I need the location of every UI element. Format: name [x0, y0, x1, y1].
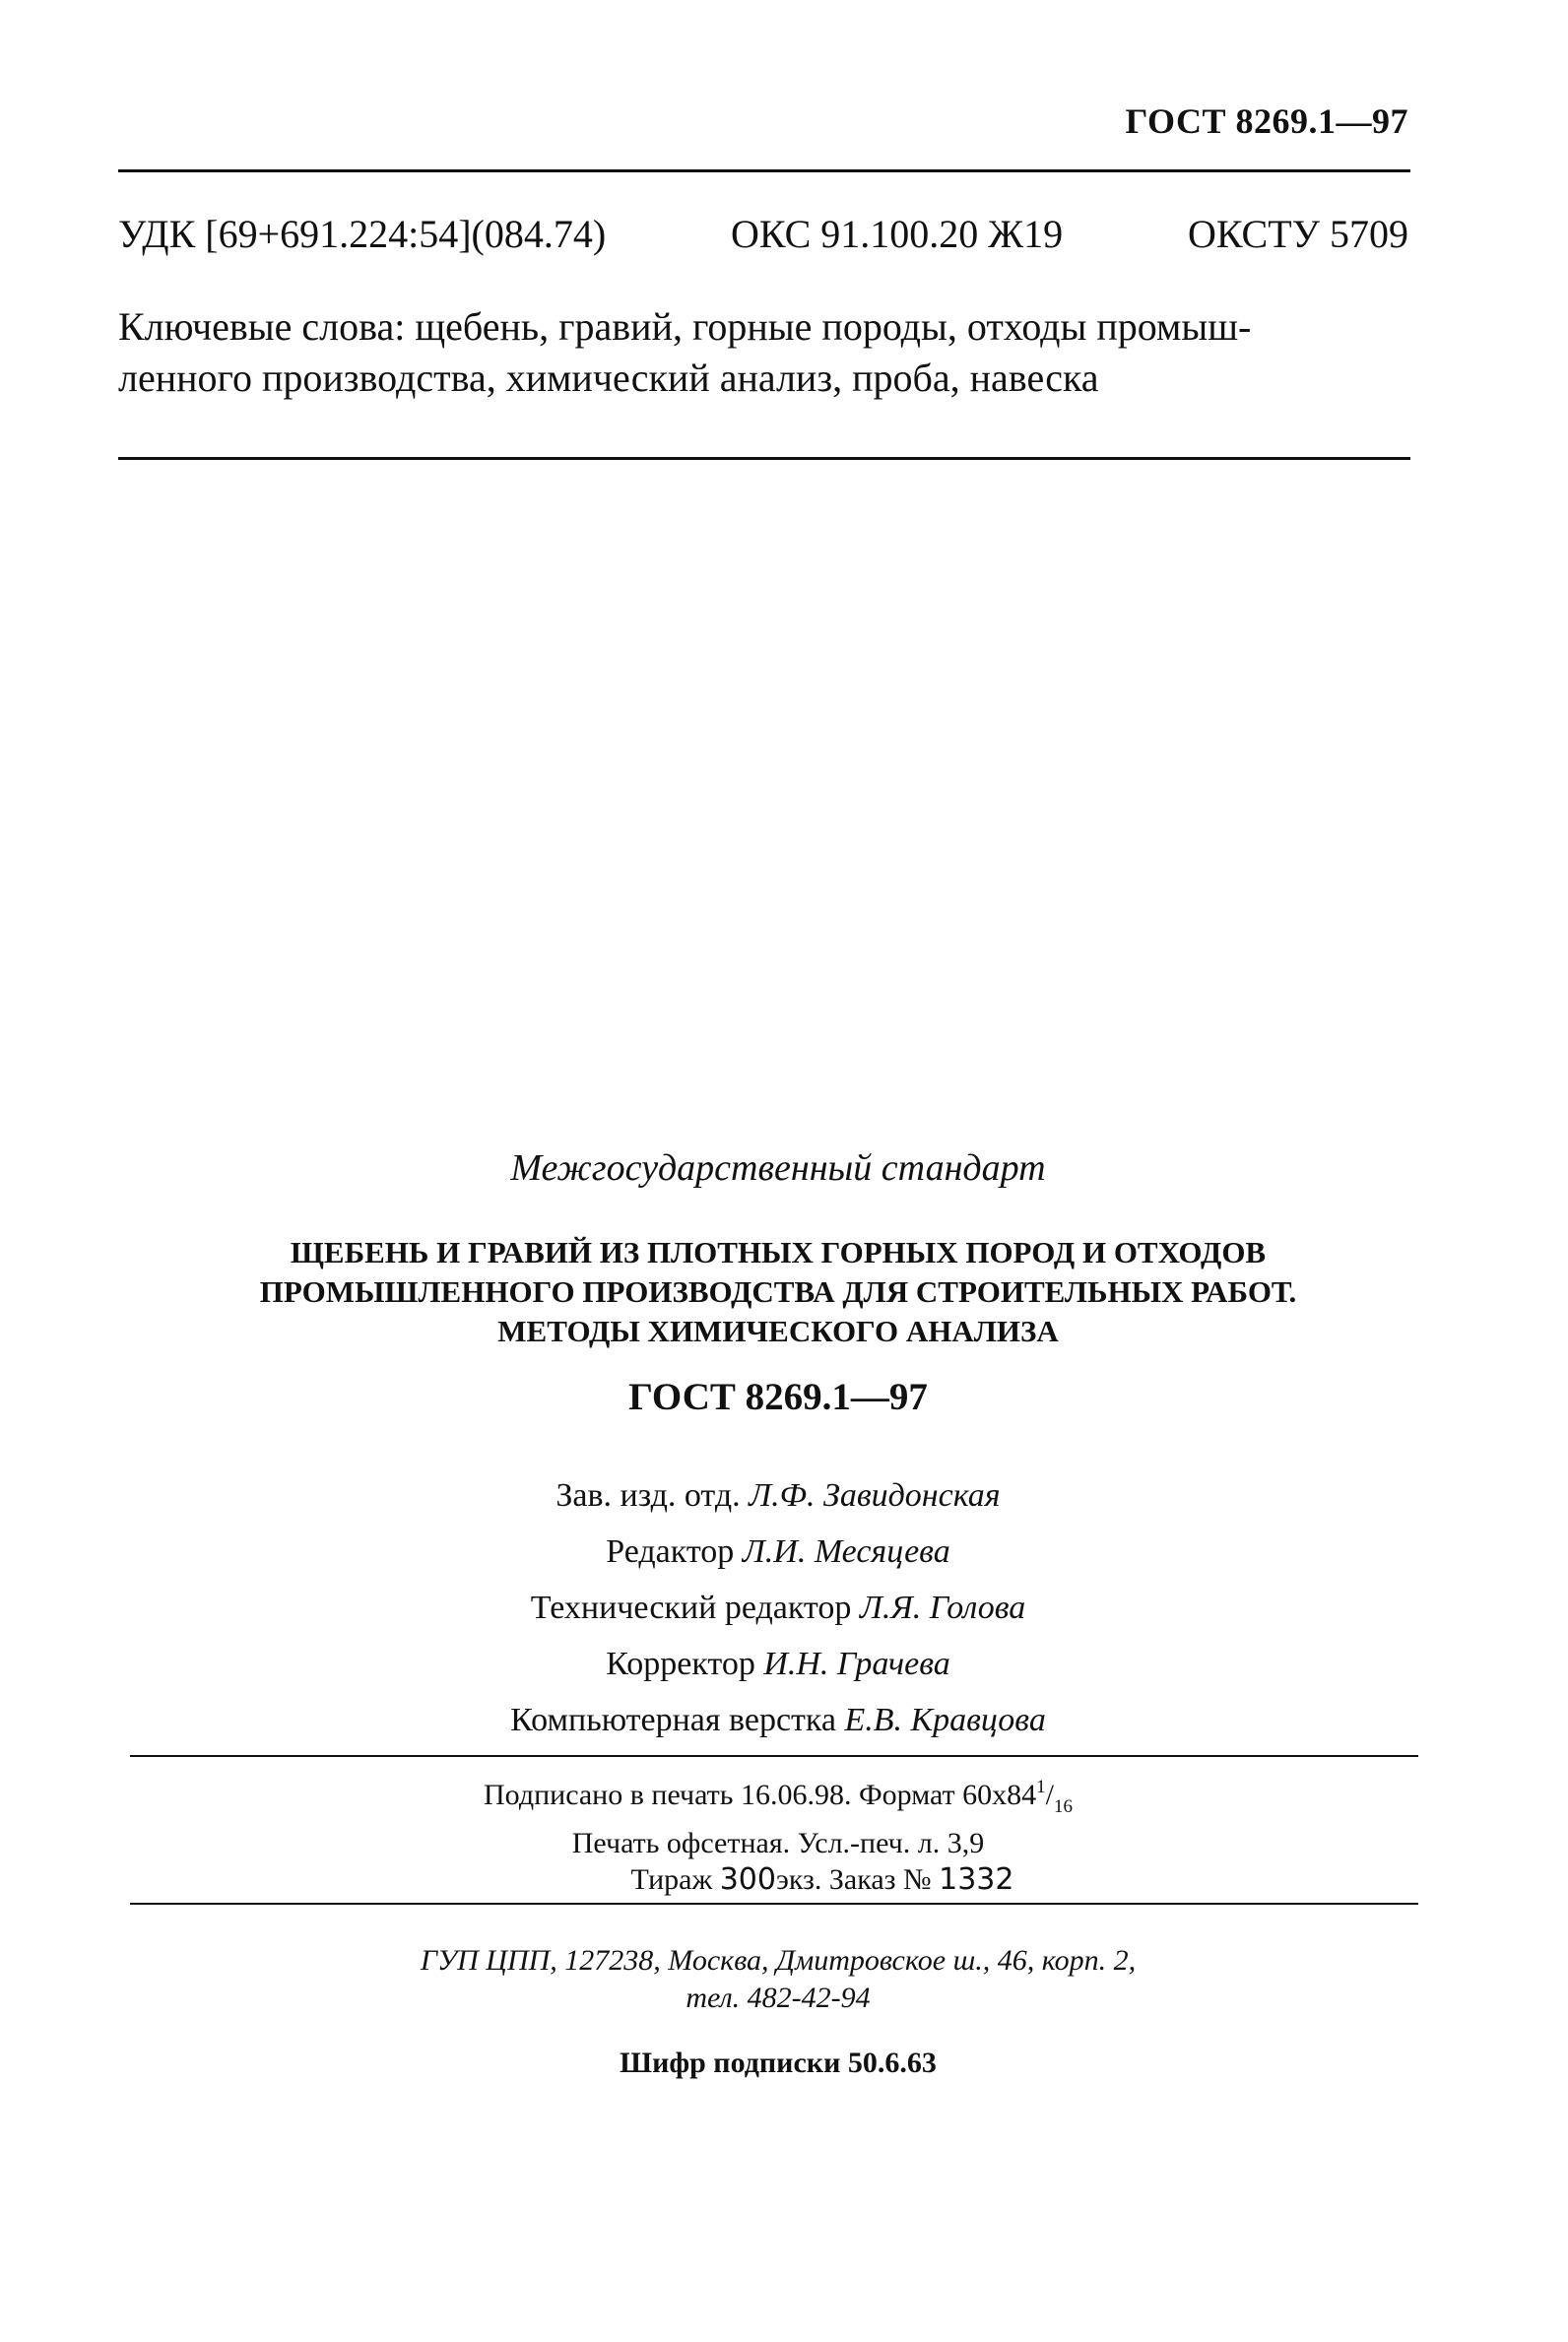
- print-type-line: Печать офсетная. Усл.-печ. л. 3,9: [571, 1827, 985, 1859]
- staff-role: Технический редактор: [530, 1590, 852, 1626]
- title-line-3: МЕТОДЫ ХИМИЧЕСКОГО АНАЛИЗА: [497, 1314, 1059, 1348]
- staff-row: [138, 1524, 1418, 1580]
- print-run-value: 300: [719, 1862, 776, 1897]
- staff-role: Редактор: [606, 1533, 735, 1570]
- signed-to-print-text: Подписано в печать 16.06.98. Формат 60х84: [484, 1779, 1037, 1811]
- signed-to-print-line: [138, 1769, 1418, 1825]
- format-superscript: 1: [1036, 1777, 1046, 1797]
- title-line-2: ПРОМЫШЛЕННОГО ПРОИЗВОДСТВА ДЛЯ СТРОИТЕЛЬНЫХ РАБОТ.: [259, 1274, 1297, 1309]
- staff-row: [138, 1692, 1418, 1748]
- print-info-top-divider: [130, 1755, 1418, 1757]
- staff-name: Л.Я. Голова: [859, 1590, 1026, 1626]
- format-subscript: 16: [1053, 1796, 1073, 1817]
- staff-role: Компьютерная верстка: [510, 1702, 837, 1738]
- staff-row: [138, 1636, 1418, 1692]
- publisher-address: [138, 1942, 1418, 2017]
- publisher-line-1: ГУП ЦПП, 127238, Москва, Дмитровское ш., 46, корп. 2,: [420, 1944, 1137, 1977]
- standard-title: [138, 1233, 1418, 1351]
- keywords-line-2: ленного производства, химический анализ, проба, навеска: [118, 356, 1099, 400]
- print-run-label: Тираж: [630, 1863, 713, 1896]
- staff-role: Корректор: [606, 1646, 755, 1682]
- print-run-unit: экз. Заказ №: [775, 1863, 932, 1896]
- okstu-code: ОКСТУ 5709: [1187, 212, 1408, 256]
- format-slash: /: [1045, 1779, 1054, 1811]
- staff-name: Е.В. Кравцова: [844, 1702, 1046, 1738]
- udk-code: УДК [69+691.224:54](084.74): [118, 212, 607, 256]
- standard-code: ГОСТ 8269.1—97: [628, 1376, 928, 1418]
- order-number: 1332: [939, 1862, 1014, 1897]
- staff-row: [138, 1580, 1418, 1636]
- staff-name: И.Н. Грачева: [763, 1646, 950, 1682]
- print-information: [138, 1769, 1418, 1898]
- staff-name: Л.Ф. Завидонская: [749, 1477, 1001, 1514]
- classifier-codes: [118, 211, 1408, 257]
- standard-kind: Межгосударственный стандарт: [510, 1147, 1046, 1189]
- keywords-divider: [118, 457, 1410, 460]
- editorial-staff: [138, 1467, 1418, 1748]
- staff-name: Л.И. Месяцева: [742, 1533, 950, 1570]
- document-code-header: ГОСТ 8269.1—97: [1125, 101, 1408, 141]
- print-run-line: [138, 1861, 1418, 1898]
- subscription-code: Шифр подписки 50.6.63: [620, 2047, 937, 2079]
- staff-role: Зав. изд. отд.: [555, 1477, 741, 1514]
- header-divider: [118, 169, 1410, 172]
- oks-code: ОКС 91.100.20 Ж19: [731, 212, 1064, 256]
- keywords-line-1: Ключевые слова: щебень, гравий, горные породы, отходы промыш-: [118, 304, 1252, 349]
- print-info-bottom-divider: [130, 1903, 1418, 1905]
- staff-row: [138, 1467, 1418, 1524]
- publisher-line-2: тел. 482-42-94: [686, 1982, 871, 2014]
- keywords-paragraph: [118, 301, 1408, 404]
- title-line-1: ЩЕБЕНЬ И ГРАВИЙ ИЗ ПЛОТНЫХ ГОРНЫХ ПОРОД И ОТХОДОВ: [290, 1235, 1267, 1269]
